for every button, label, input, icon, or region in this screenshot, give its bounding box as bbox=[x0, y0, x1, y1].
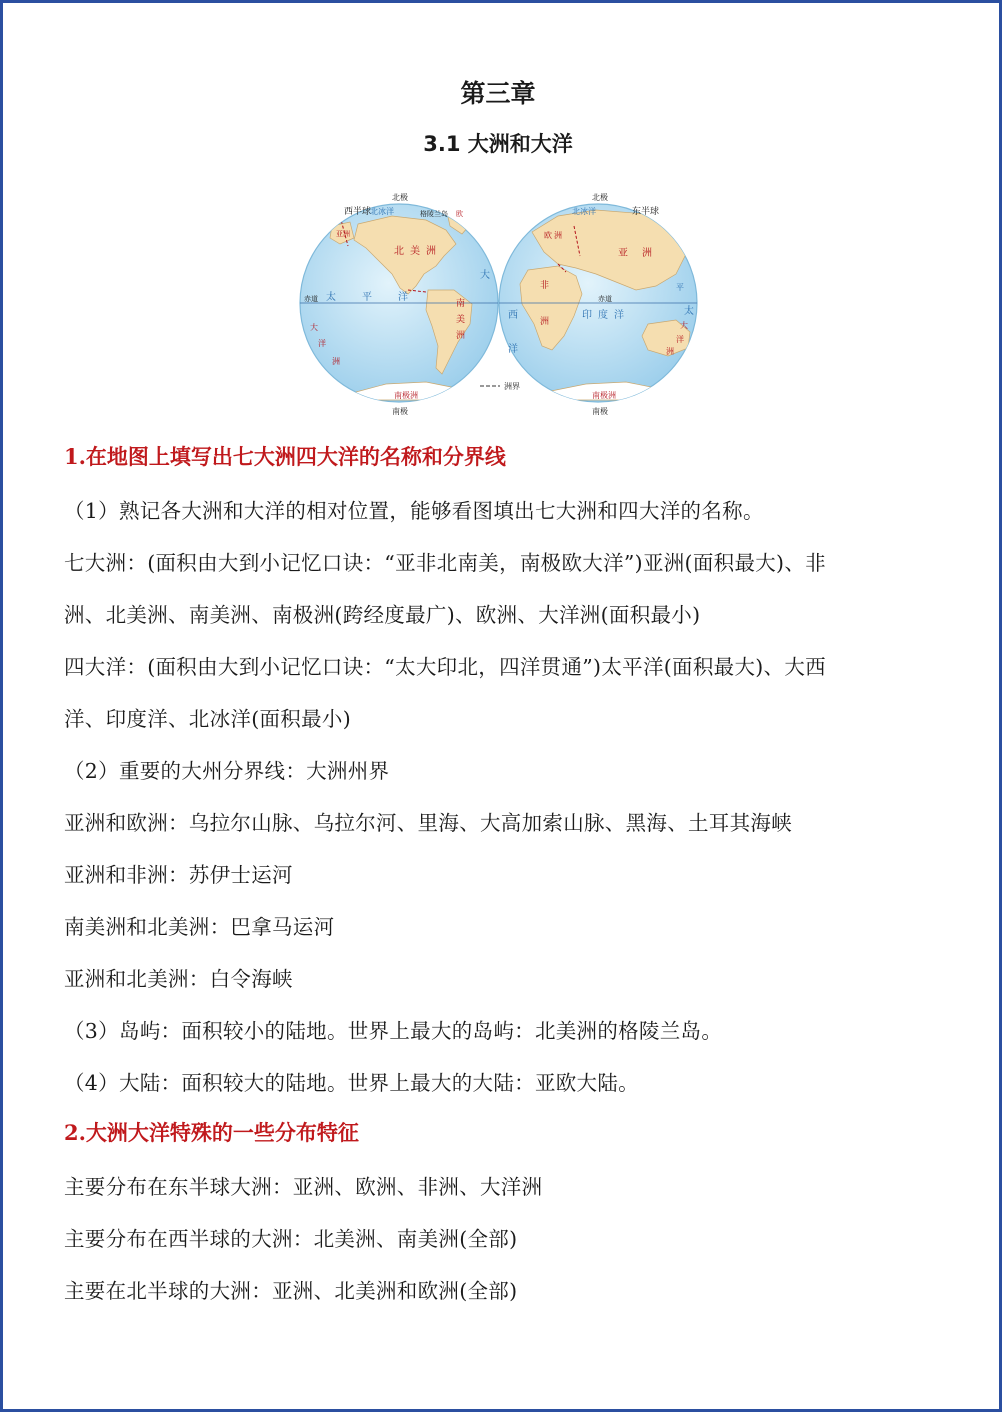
east-equator-label: 赤道 bbox=[598, 295, 612, 303]
africa-label-2: 洲 bbox=[540, 317, 550, 327]
text-line: （2）重要的大州分界线：大洲州界 bbox=[64, 759, 390, 783]
west-asia-label: 亚洲 bbox=[336, 230, 350, 238]
text-line: 亚洲和非洲：苏伊士运河 bbox=[64, 863, 293, 887]
west-oceania-1: 大 bbox=[310, 323, 318, 332]
text-line: 主要在北半球的大洲：亚洲、北美洲和欧洲(全部) bbox=[64, 1279, 518, 1303]
west-eurasia-fragment: 欧 bbox=[456, 210, 463, 218]
east-pacific-fragment: 平 bbox=[676, 283, 684, 292]
west-hemisphere-label: 西半球 bbox=[344, 207, 372, 217]
west-equator-label: 赤道 bbox=[304, 295, 318, 303]
west-south-pole-label: 南极 bbox=[392, 407, 408, 416]
text-line: （4）大陆：面积较大的陆地。世界上最大的大陆：亚欧大陆。 bbox=[64, 1071, 639, 1095]
east-oceania-1: 大 bbox=[680, 321, 688, 330]
text-line: （1）熟记各大洲和大洋的相对位置，能够看图填出七大洲和四大洋的名称。 bbox=[64, 499, 764, 523]
south-america-label-1: 南 bbox=[456, 299, 466, 309]
west-hemisphere bbox=[296, 192, 502, 416]
east-hemisphere bbox=[496, 192, 700, 416]
west-arctic-label: 北冰洋 bbox=[370, 207, 394, 216]
section-title: 3.1 大洲和大洋 bbox=[423, 132, 573, 156]
east-pacific-char: 太 bbox=[684, 306, 694, 317]
text-line: 洋、印度洋、北冰洋(面积最小) bbox=[64, 707, 351, 731]
south-america-label-2: 美 bbox=[456, 315, 466, 325]
map-legend bbox=[480, 381, 520, 391]
text-line: 主要分布在西半球的大洲：北美洲、南美洲(全部) bbox=[64, 1227, 518, 1251]
west-atlantic-char: 大 bbox=[480, 270, 490, 281]
east-north-pole-label: 北极 bbox=[592, 193, 608, 202]
east-oceania-2: 洋 bbox=[676, 335, 684, 344]
indian-ocean-label: 印度洋 bbox=[582, 310, 630, 321]
west-pacific-label: 太平洋 bbox=[326, 292, 434, 303]
east-atlantic-label-1: 西 bbox=[508, 310, 518, 321]
world-hemispheres-map bbox=[296, 186, 706, 418]
east-south-pole-label: 南极 bbox=[592, 407, 608, 416]
east-antarctica-label: 南极洲 bbox=[592, 391, 616, 400]
west-oceania-2: 洋 bbox=[318, 339, 326, 348]
text-line: 七大洲：(面积由大到小记忆口诀：“亚非北南美，南极欧大洋”)亚洲(面积最大)、非 bbox=[64, 551, 826, 575]
west-north-pole-label: 北极 bbox=[392, 193, 408, 202]
text-line: 亚洲和北美洲：白令海峡 bbox=[64, 967, 293, 991]
east-atlantic-label-2: 洋 bbox=[508, 344, 518, 355]
text-line: （3）岛屿：面积较小的陆地。世界上最大的岛屿：北美洲的格陵兰岛。 bbox=[64, 1019, 723, 1043]
north-america-label: 北美洲 bbox=[394, 246, 442, 257]
legend-label: 洲界 bbox=[504, 382, 520, 391]
west-greenland-label: 格陵兰岛 bbox=[420, 210, 448, 218]
east-oceania-3: 洲 bbox=[666, 347, 674, 356]
asia-label: 亚洲 bbox=[618, 248, 666, 259]
section-1-heading: 1.在地图上填写出七大洲四大洋的名称和分界线 bbox=[64, 444, 506, 469]
europe-label: 欧洲 bbox=[544, 231, 564, 240]
text-line: 亚洲和欧洲：乌拉尔山脉、乌拉尔河、里海、大高加索山脉、黑海、土耳其海峡 bbox=[64, 811, 792, 835]
east-hemisphere-label: 东半球 bbox=[632, 207, 660, 217]
text-line: 主要分布在东半球大洲：亚洲、欧洲、非洲、大洋洲 bbox=[64, 1175, 543, 1199]
west-oceania-3: 洲 bbox=[332, 357, 340, 366]
east-arctic-label: 北冰洋 bbox=[572, 207, 596, 216]
west-antarctica-label: 南极洲 bbox=[394, 391, 418, 400]
section-2-heading: 2.大洲大洋特殊的一些分布特征 bbox=[64, 1120, 359, 1145]
africa-label-1: 非 bbox=[540, 281, 550, 291]
chapter-title: 第三章 bbox=[460, 79, 536, 108]
text-line: 洲、北美洲、南美洲、南极洲(跨经度最广)、欧洲、大洋洲(面积最小) bbox=[64, 603, 701, 627]
south-america-label-3: 洲 bbox=[456, 331, 466, 341]
text-line: 四大洋：(面积由大到小记忆口诀：“太大印北，四洋贯通”)太平洋(面积最大)、大西 bbox=[64, 655, 826, 679]
text-line: 南美洲和北美洲：巴拿马运河 bbox=[64, 915, 335, 939]
